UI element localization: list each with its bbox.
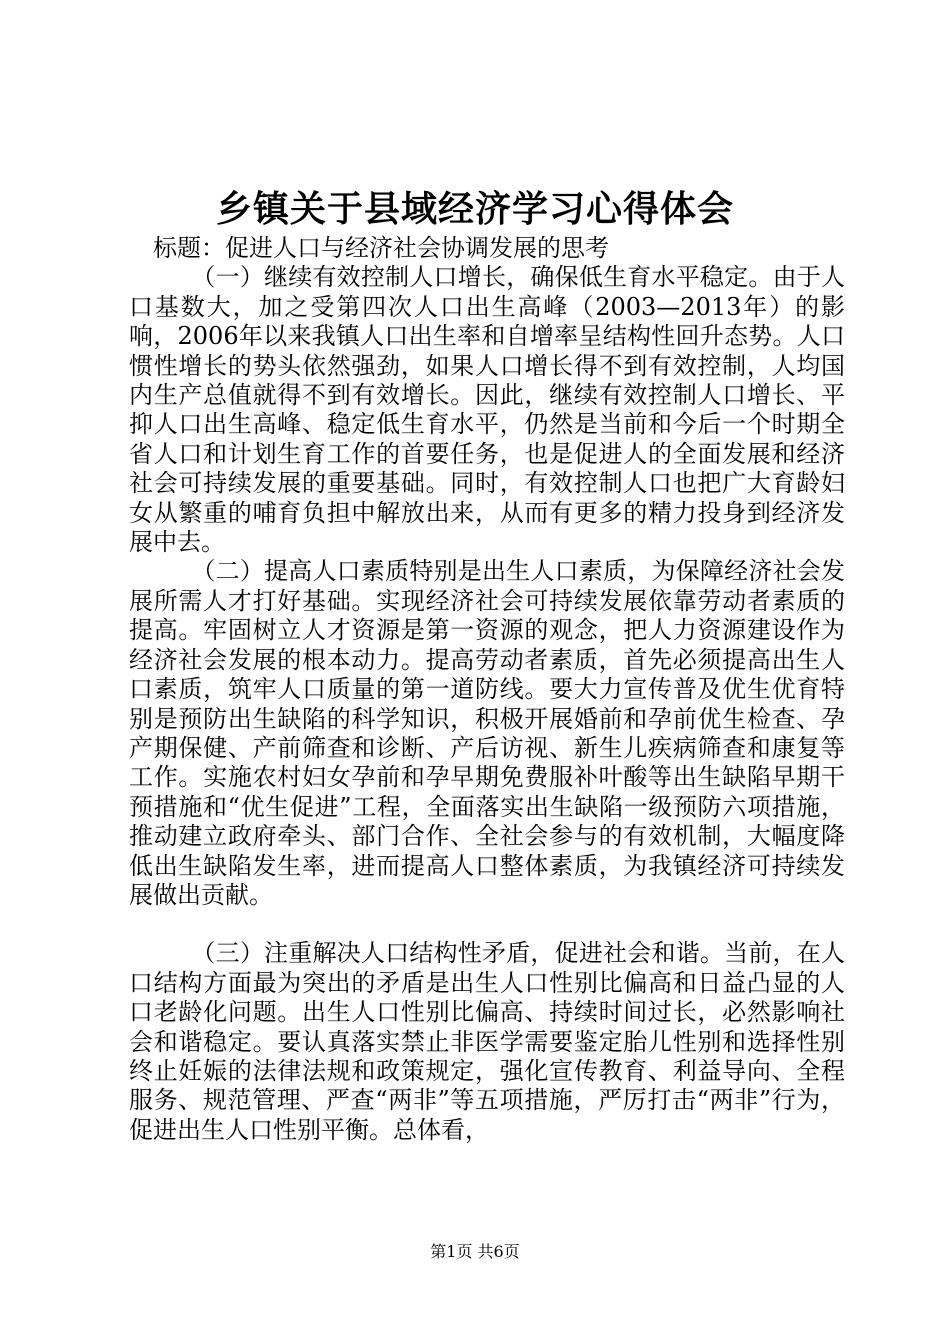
page-number-footer: 第1页 共6页: [430, 1242, 520, 1261]
paragraph-1: （一）继续有效控制人口增长，确保低生育水平稳定。由于人口基数大，加之受第四次人口出生高峰（2003—2013年）的影响，2006年以来我镇人口出生率和自增率呈结构性回升态势。人口惯性增长的势头依然强劲，如果人口增长得不到有效控制，人均国内生产总值就得不到有效增长。因此，继续有效控制人口增长、平抑人口出生高峰、稳定低生育水平，仍然是当前和今后一个时期全省人口和计划生育工作的首要任务，也是促进人的全面发展和经济社会可持续发展的重要基础。同时，有效控制人口也把广大育龄妇女从繁重的哺育负担中解放出来，从而有更多的精力投身到经济发展中去。: [129, 263, 845, 557]
document-title: 乡镇关于县域经济学习心得体会: [215, 188, 734, 230]
document-subtitle: 标题：促进人口与经济社会协调发展的思考: [153, 234, 609, 262]
paragraph-2: （二）提高人口素质特别是出生人口素质，为保障经济社会发展所需人才打好基础。实现经济社会可持续发展依靠劳动者素质的提高。牢固树立人才资源是第一资源的观念，把人力资源建设作为经济社会发展的根本动力。提高劳动者素质，首先必须提高出生人口素质，筑牢人口质量的第一道防线。要大力宣传普及优生优育特别是预防出生缺陷的科学知识，积极开展婚前和孕前优生检查、孕产期保健、产前筛查和诊断、产后访视、新生儿疾病筛查和康复等工作。实施农村妇女孕前和孕早期免费服补叶酸等出生缺陷早期干预措施和“优生促进”工程，全面落实出生缺陷一级预防六项措施，推动建立政府牵头、部门合作、全社会参与的有效机制，大幅度降低出生缺陷发生率，进而提高人口整体素质，为我镇经济可持续发展做出贡献。: [129, 557, 845, 909]
paragraph-3: （三）注重解决人口结构性矛盾，促进社会和谐。当前，在人口结构方面最为突出的矛盾是出生人口性别比偏高和日益凸显的人口老龄化问题。出生人口性别比偏高、持续时间过长，必然影响社会和谐稳定。要认真落实禁止非医学需要鉴定胎儿性别和选择性别终止妊娠的法律法规和政策规定，强化宣传教育、利益导向、全程服务、规范管理、严查“两非”等五项措施，严厉打击“两非”行为，促进出生人口性别平衡。总体看，: [129, 939, 845, 1144]
document-body: [129, 234, 845, 1145]
